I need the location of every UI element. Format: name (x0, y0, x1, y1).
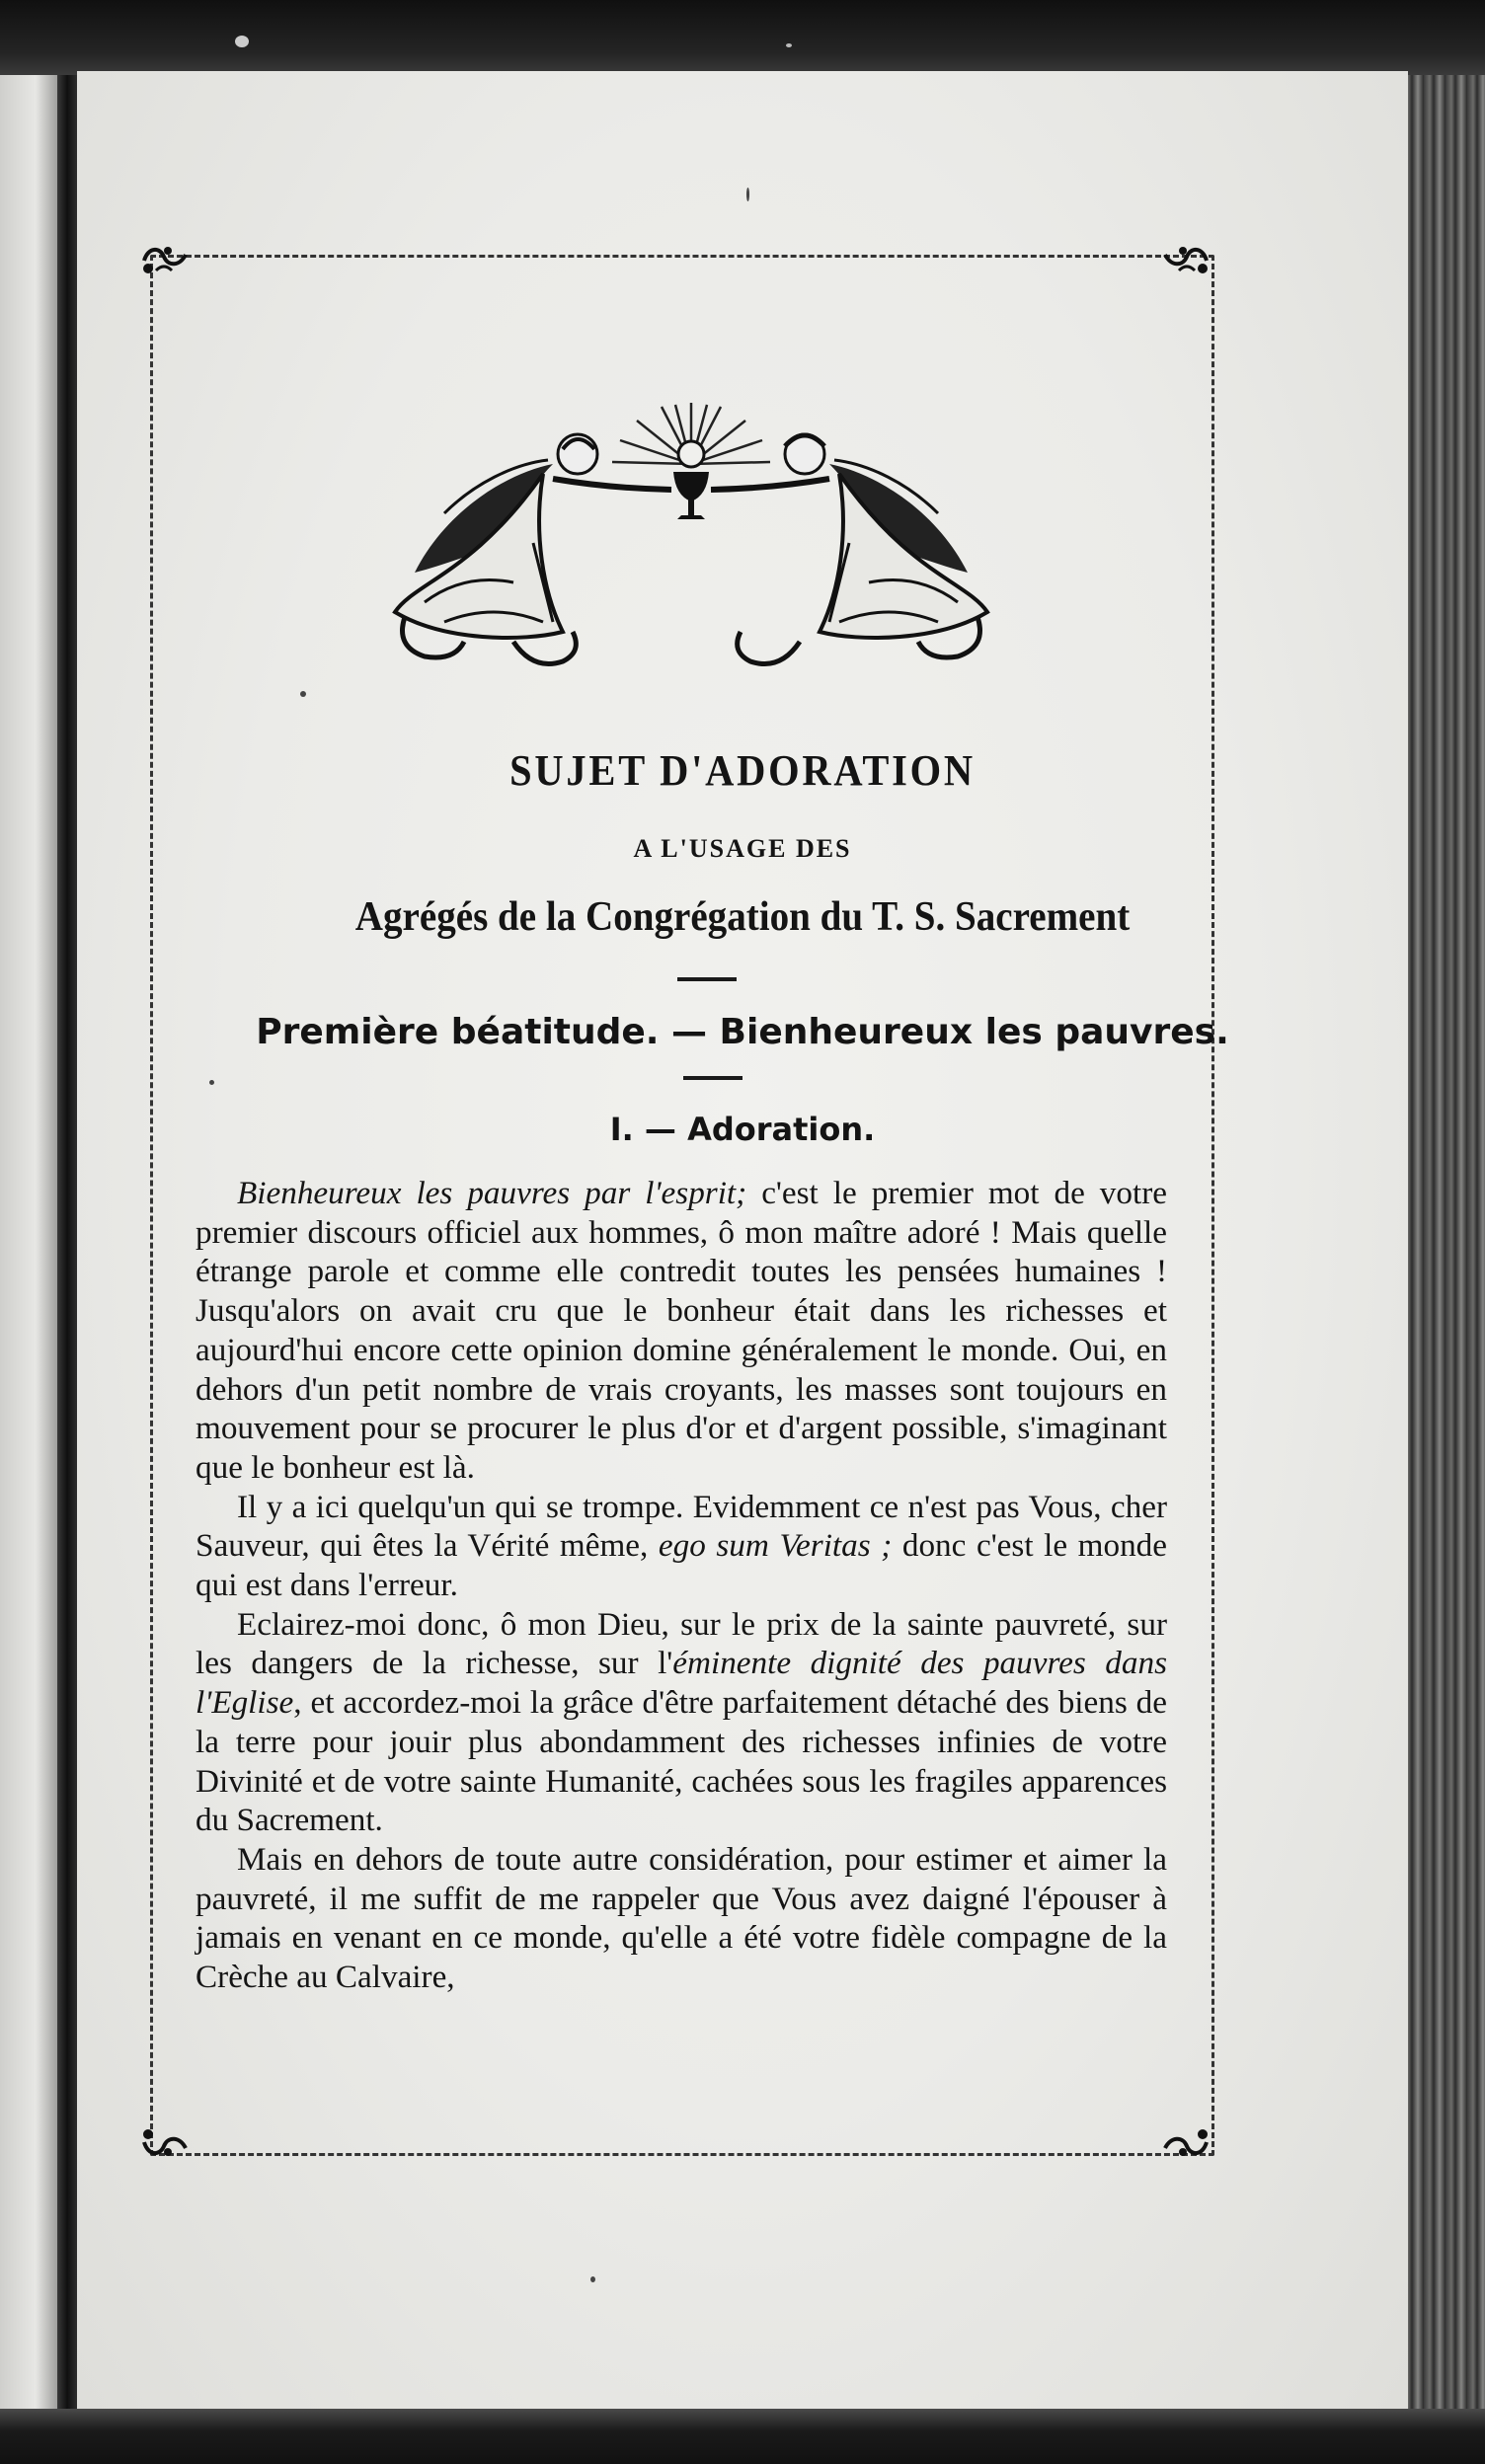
separator-rule (683, 1076, 742, 1080)
separator-rule (677, 977, 737, 981)
scan-bottom-margin (0, 2409, 1485, 2464)
paragraph-text: Il y a ici quelqu'un qui se trompe. Evidemment ce n'est pas Vous, cher Sauveur, qui êtes la Vérité même, (195, 1488, 1167, 1565)
paragraph-text: , et accordez-moi la grâce d'être parfaitement détaché des biens de la terre pour jouir plus abondamment des richesses infinies de votre Divinité et de votre sainte Humanité, cachées sous les fragiles apparences du Sacrement. (195, 1684, 1167, 1839)
paragraph (195, 1488, 1167, 1605)
italic-quote: éminente dignité des pauvres dans l'Eglise (195, 1645, 1167, 1722)
corner-ornament-icon (1153, 2122, 1212, 2162)
beatitude-heading: Première béatitude. — Bienheureux les pauvres. (256, 1012, 1229, 1052)
paragraph-text: c'est le premier mot de votre premier discours officiel aux hommes, ô mon maître adoré ! Mais quelle étrange parole et comme elle contredit toutes les pensées humaines ! Jusqu'alors on avait cru que le bonheur était dans les richesses et aujourd'hui encore cette opinion domine généralement le monde. Oui, en dehors d'un petit nombre de vrais croyants, les masses sont toujours en mouvement pour se procurer le plus d'or et d'argent possible, s'imaginant que le bonheur est là. (195, 1175, 1167, 1486)
corner-ornament-icon (138, 2122, 197, 2162)
page-title: SUJET D'ADORATION (509, 746, 976, 795)
paragraph-text: donc c'est le monde qui est dans l'erreur. (195, 1527, 1167, 1604)
italic-quote: Bienheureux les pauvres par l'esprit; (237, 1175, 747, 1211)
paragraph-text: Mais en dehors de toute autre considération, pour estimer et aimer la pauvreté, il me suffit de me rappeler que Vous avez daigné l'épouser à jamais en venant en ce monde, qu'elle a été votre fidèle compagne de la Crèche au Calvaire, (195, 1840, 1167, 1996)
scan-top-margin (0, 0, 1485, 75)
body-text (195, 1174, 1167, 1997)
previous-page-edge (0, 59, 59, 2419)
book-gutter (57, 59, 77, 2419)
corner-ornament-icon (138, 241, 197, 280)
section-heading: I. — Adoration. (609, 1111, 876, 1148)
paragraph-text: Eclairez-moi donc, ô mon Dieu, sur le prix de la sainte pauvreté, sur les dangers de la richesse, sur l' (195, 1605, 1167, 1682)
audience-heading: Agrégés de la Congrégation du T. S. Sacrement (354, 894, 1131, 940)
italic-quote: ego sum Veritas ; (658, 1527, 893, 1565)
corner-ornament-icon (1153, 241, 1212, 280)
paragraph (195, 1605, 1167, 1840)
page-stack-edge (1402, 59, 1485, 2419)
angels-chalice-icon (385, 395, 997, 691)
paragraph (195, 1840, 1167, 1997)
paragraph (195, 1174, 1167, 1488)
page-subtitle: A L'USAGE DES (633, 834, 852, 863)
